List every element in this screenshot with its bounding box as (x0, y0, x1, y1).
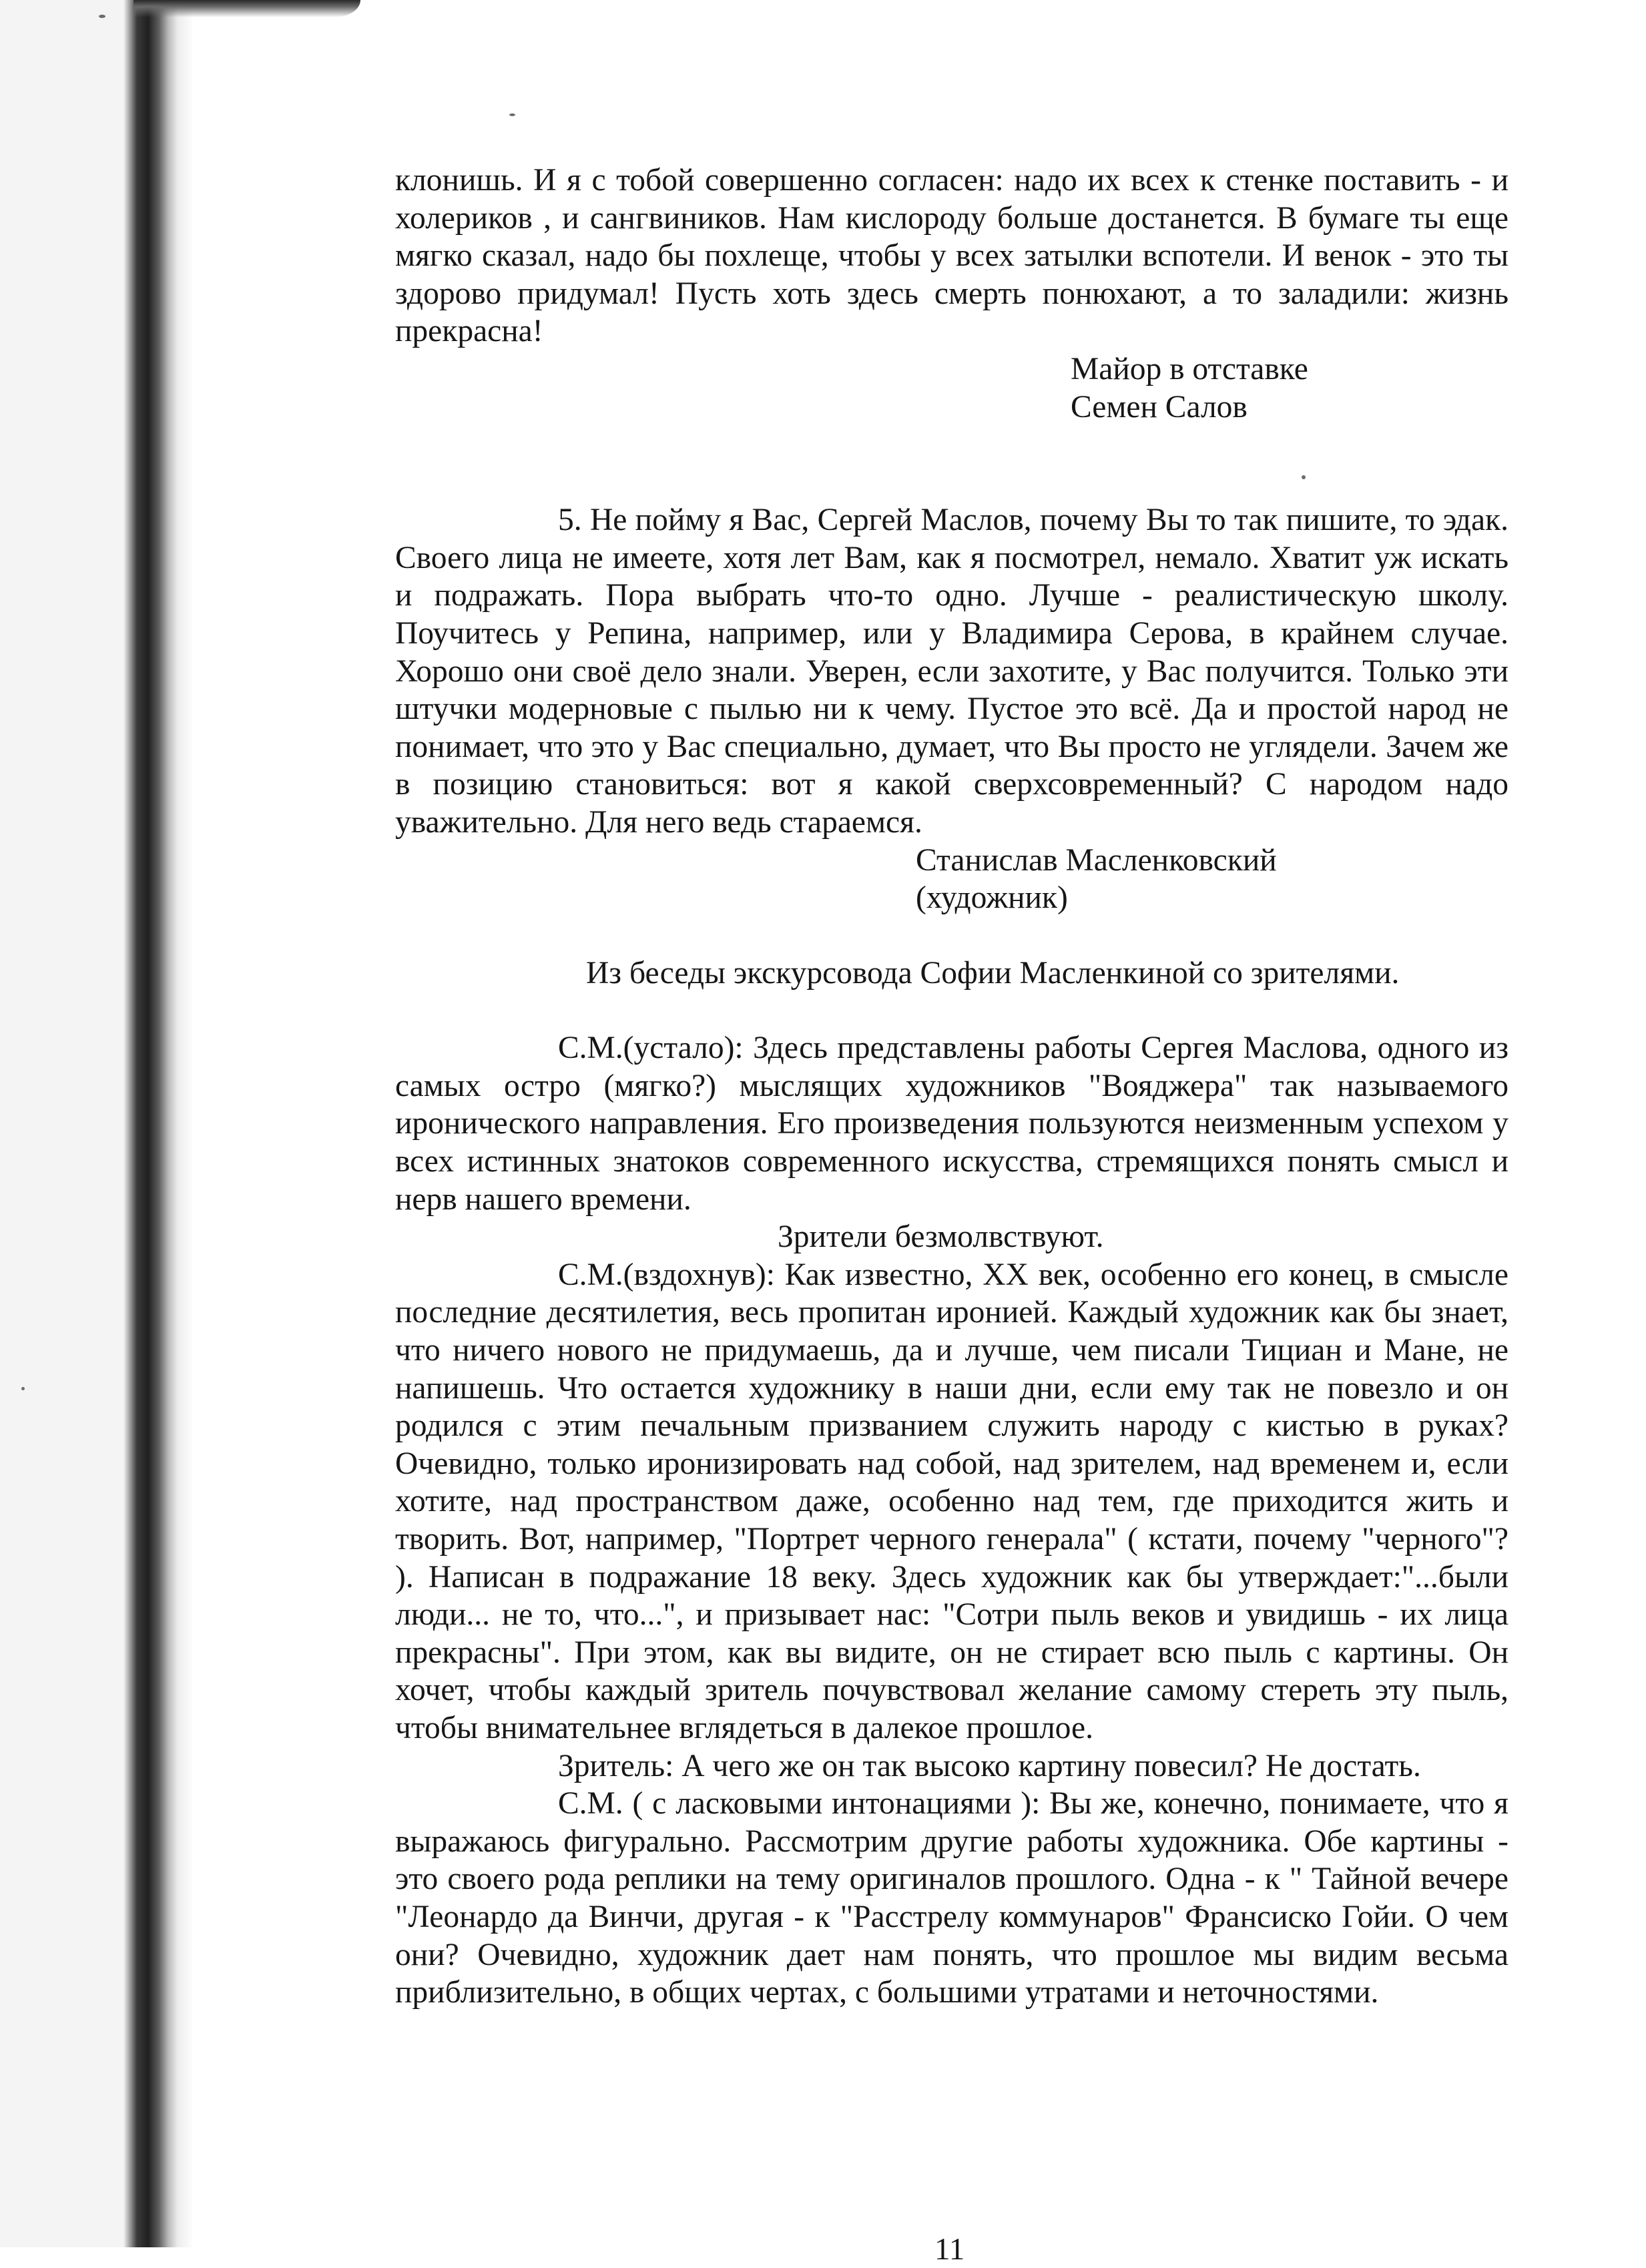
letter-paragraph-5: 5. Не пойму я Вас, Сергей Маслов, почему Вы то так пишите, то эдак. Своего лица не имеете, хотя лет Вам, как я посмотрел, немало. Хватит уж искать и подражать. Пора выбрать что-то одно. Лучше - реалистическую школу. Поучитесь у Репина, например, или у Владимира Серова, в крайнем случае. Хорошо они своё дело знали. Уверен, если захотите, у Вас получится. Только эти штучки модерновые с пылью ни к чему. Пустое это всё. Да и простой народ не понимает, что это у Вас специально, думает, что Вы просто не углядели. Зачем же в позицию становиться: вот я какой сверхсовременный? С народом надо уважительно. Для него ведь стараемся. (395, 503, 1508, 840)
scan-binding-shadow (0, 0, 200, 2247)
scan-top-shadow (133, 0, 360, 17)
stage-direction: Зрители безмолвствуют. (778, 1219, 1104, 1255)
signature-title: (художник) (916, 880, 1068, 916)
dialogue-paragraph: С.М.(вздохнув): Как известно, XX век, особенно его конец, в смысле последние десятилетия, весь пропитан иронией. Каждый художник как бы знает, что ничего нового не придумаешь, да и лучше, чем писали Тициан и Мане, не напишешь. Что остается художнику в наши дни, если ему так не повезло и он родился с этим печальным призванием служить народу с кистью в руках? Очевидно, только иронизировать над собой, над зрителем, над временем и, если хотите, над пространством даже, особенно над тем, где приходится жить и творить. Вот, например, "Портрет черного генерала" ( кстати, почему "черного"? ). Написан в подражание 18 веку. Здесь художник как бы утверждает:"...были люди... не то, что...", и призывает нас: "Сотри пыль веков и увидишь - их лица прекрасны". При этом, как вы видите, он не стирает всю пыль с картины. Он хочет, чтобы каждый зритель почувствовал желание самому стереть эту пыль, чтобы внимательнее вглядеться в далекое прошлое. (395, 1257, 1508, 1745)
spacer (395, 992, 1508, 1029)
page-number: 11 (934, 2232, 965, 2267)
letter-paragraph-continued: клонишь. И я с тобой совершенно согласен: надо их всех к стенке поставить - и холериков , и сангвиников. Нам кислороду больше достанется. В бумаге ты еще мягко сказал, надо бы похлеще, чтобы у всех затылки вспотели. И венок - это ты здорово придумал! Пусть хоть здесь смерть понюхают, а то заладили: жизнь прекрасна! (395, 163, 1508, 349)
signature-title: Майор в отставке (1071, 351, 1308, 386)
scan-speck (21, 1387, 25, 1390)
dialogue-paragraph: С.М. ( с ласковыми интонациями ): Вы же, конечно, понимаете, что я выражаюсь фигурально. Рассмотрим другие работы художника. Обе картины - это своего рода реплики на тему оригиналов прошлого. Одна - к " Тайной вечере "Леонардо да Винчи, другая - к "Расстрелу коммунаров" Франсиско Гойи. О чем они? Очевидно, художник дает нам понять, что прошлое мы видим весьма приблизительно, в общих чертах, с большими утратами и неточностями. (395, 1786, 1508, 2010)
spacer (395, 426, 1508, 501)
document-page (395, 162, 1508, 2012)
signature-name: Семен Салов (1071, 389, 1248, 424)
signature-name: Станислав Масленковский (916, 842, 1277, 878)
dialogue-paragraph: С.М.(устало): Здесь представлены работы Сергея Маслова, одного из самых остро (мягко?) мыслящих художников "Вояджера" так называемого иронического направления. Его произведения пользуются неизменным успехом у всех истинных знатоков современного искусства, стремящихся понять смысл и нерв нашего времени. (395, 1031, 1508, 1217)
dialogue-paragraph: Зритель: А чего же он так высоко картину повесил? Не достать. (558, 1748, 1421, 1783)
scan-speck (99, 15, 105, 18)
section-heading: Из беседы экскурсовода Софии Масленкиной со зрителями. (586, 955, 1400, 990)
spacer (395, 917, 1508, 954)
scan-speck (509, 113, 515, 116)
